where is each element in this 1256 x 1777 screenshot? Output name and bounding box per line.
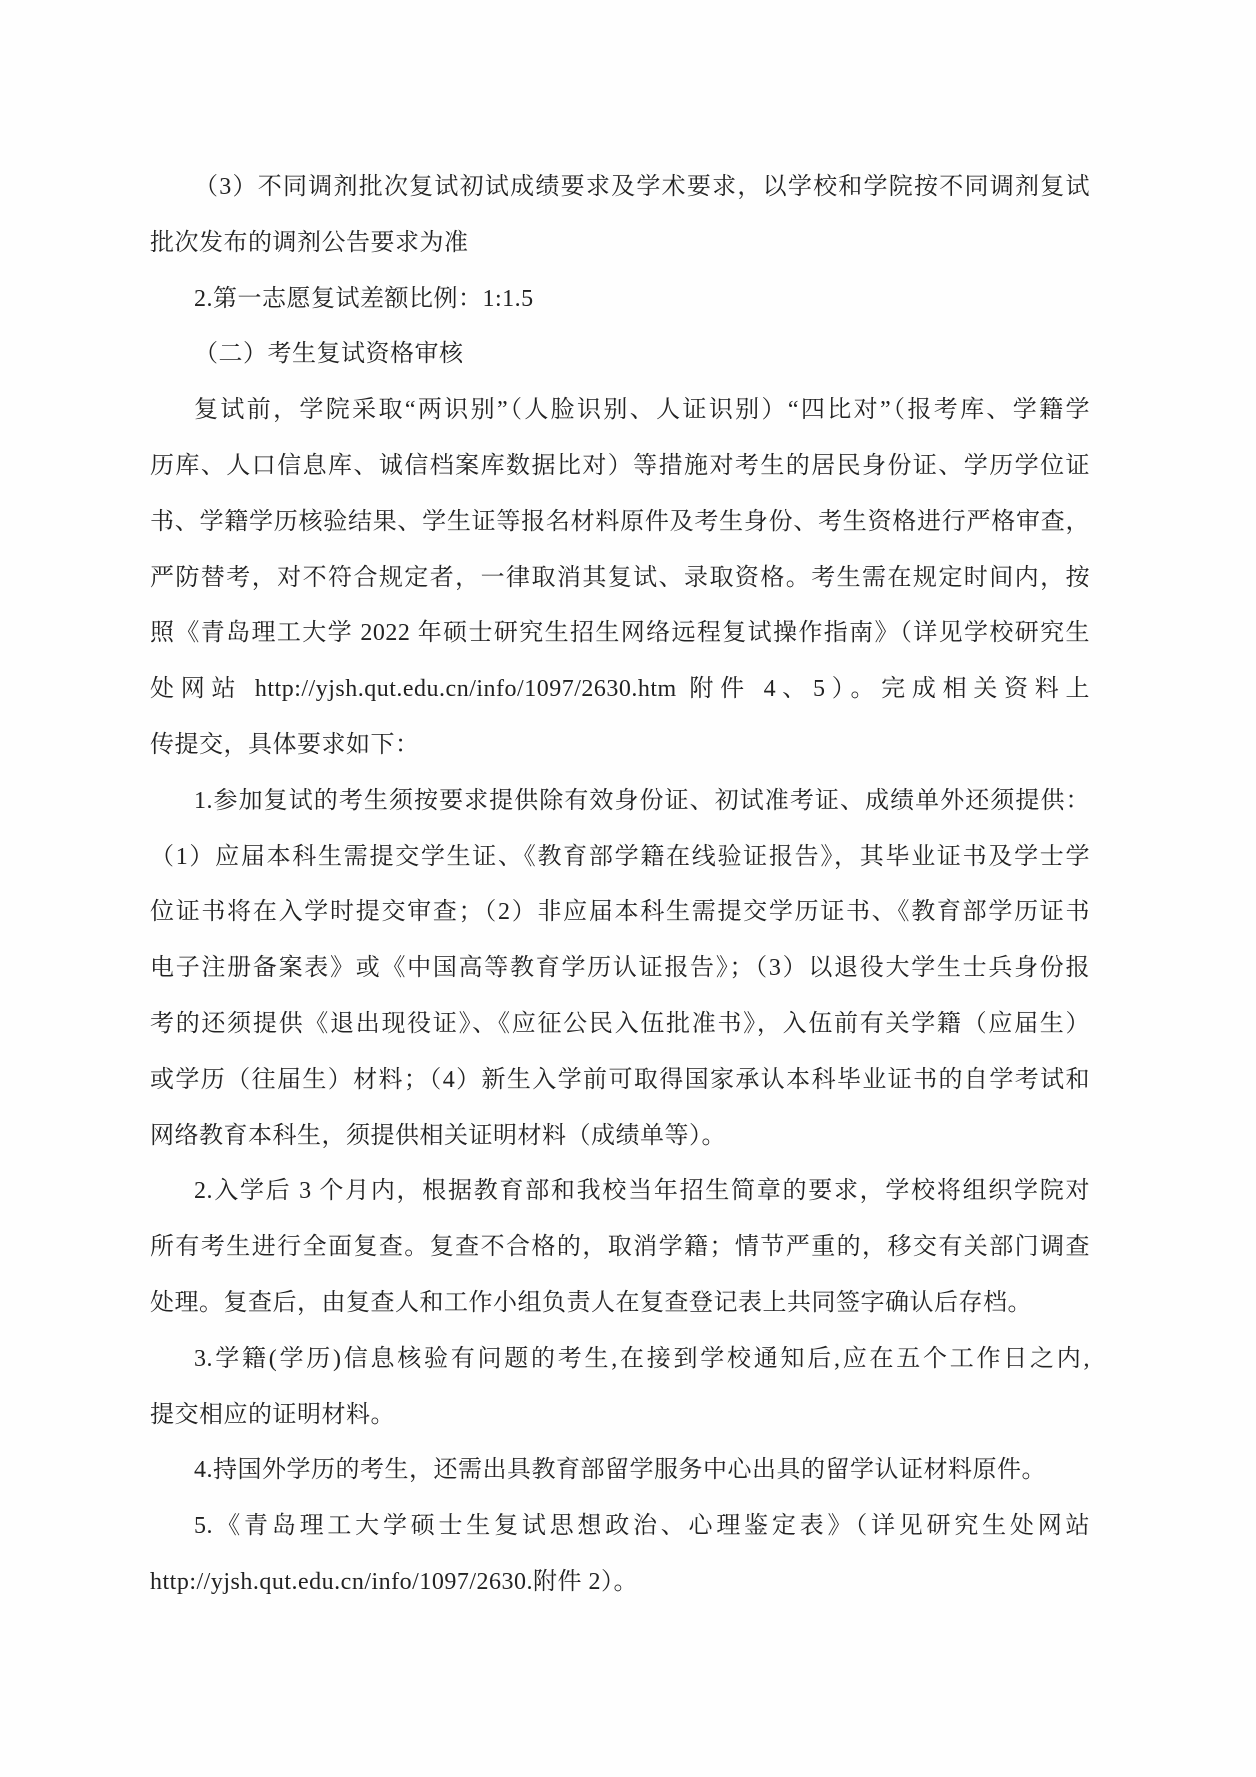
text-line: 所有考生进行全面复查。复查不合格的，取消学籍；情节严重的，移交有关部门调查 [150, 1234, 1090, 1261]
text-line: 网络教育本科生，须提供相关证明材料（成绩单等）。 [150, 1122, 726, 1149]
text-line: 严防替考，对不符合规定者，一律取消其复试、录取资格。考生需在规定时间内，按 [150, 564, 1090, 591]
text-line: （1）应届本科生需提交学生证、《教育部学籍在线验证报告》，其毕业证书及学士学 [150, 843, 1090, 870]
text-line: 处理。复查后，由复查人和工作小组负责人在复查登记表上共同签字确认后存档。 [150, 1289, 1032, 1316]
text-line: （二）考生复试资格审核 [194, 341, 464, 368]
text-line: 4.持国外学历的考生，还需出具教育部留学服务中心出具的留学认证材料原件。 [194, 1457, 1046, 1484]
text-line: 复试前，学院采取“两识别”（人脸识别、人证识别）“四比对”（报考库、学籍学 [194, 397, 1090, 424]
text-line: 1.参加复试的考生须按要求提供除有效身份证、初试准考证、成绩单外还须提供： [194, 787, 1090, 814]
text-line: 2.入学后 3 个月内，根据教育部和我校当年招生简章的要求，学校将组织学院对 [194, 1178, 1090, 1205]
text-line: （3）不同调剂批次复试初试成绩要求及学术要求，以学校和学院按不同调剂复试 [194, 174, 1090, 200]
text-line: 2.第一志愿复试差额比例：1:1.5 [194, 285, 534, 312]
text-line: 提交相应的证明材料。 [150, 1401, 395, 1428]
text-line: 电子注册备案表》或《中国高等教育学历认证报告》；（3）以退役大学生士兵身份报 [150, 955, 1090, 982]
text-line: 5.《青岛理工大学硕士生复试思想政治、心理鉴定表》（详见研究生处网站 [194, 1513, 1090, 1540]
document-text [150, 160, 1090, 1611]
text-line: http://yjsh.qut.edu.cn/info/1097/2630.附件 2）。 [150, 1568, 638, 1595]
text-line: 书、学籍学历核验结果、学生证等报名材料原件及考生身份、考生资格进行严格审查， [150, 508, 1090, 535]
text-line: 位证书将在入学时提交审查；（2）非应届本科生需提交学历证书、《教育部学历证书 [150, 899, 1090, 926]
text-line: 或学历（往届生）材料；（4）新生入学前可取得国家承认本科毕业证书的自学考试和 [150, 1066, 1090, 1093]
text-line: 照《青岛理工大学 2022 年硕士研究生招生网络远程复试操作指南》（详见学校研究生 [150, 620, 1090, 647]
text-line: 传提交，具体要求如下： [150, 731, 420, 758]
text-line: 考的还须提供《退出现役证》、《应征公民入伍批准书》，入伍前有关学籍（应届生） [150, 1010, 1090, 1037]
text-line: 处网站 http://yjsh.qut.edu.cn/info/1097/2630.htm 附件 4、5）。完成相关资料上 [150, 676, 1090, 703]
text-line: 历库、人口信息库、诚信档案库数据比对）等措施对考生的居民身份证、学历学位证 [150, 452, 1090, 479]
text-line: 批次发布的调剂公告要求为准 [150, 229, 469, 256]
text-line: 3.学籍(学历)信息核验有问题的考生,在接到学校通知后,应在五个工作日之内, [194, 1345, 1090, 1372]
